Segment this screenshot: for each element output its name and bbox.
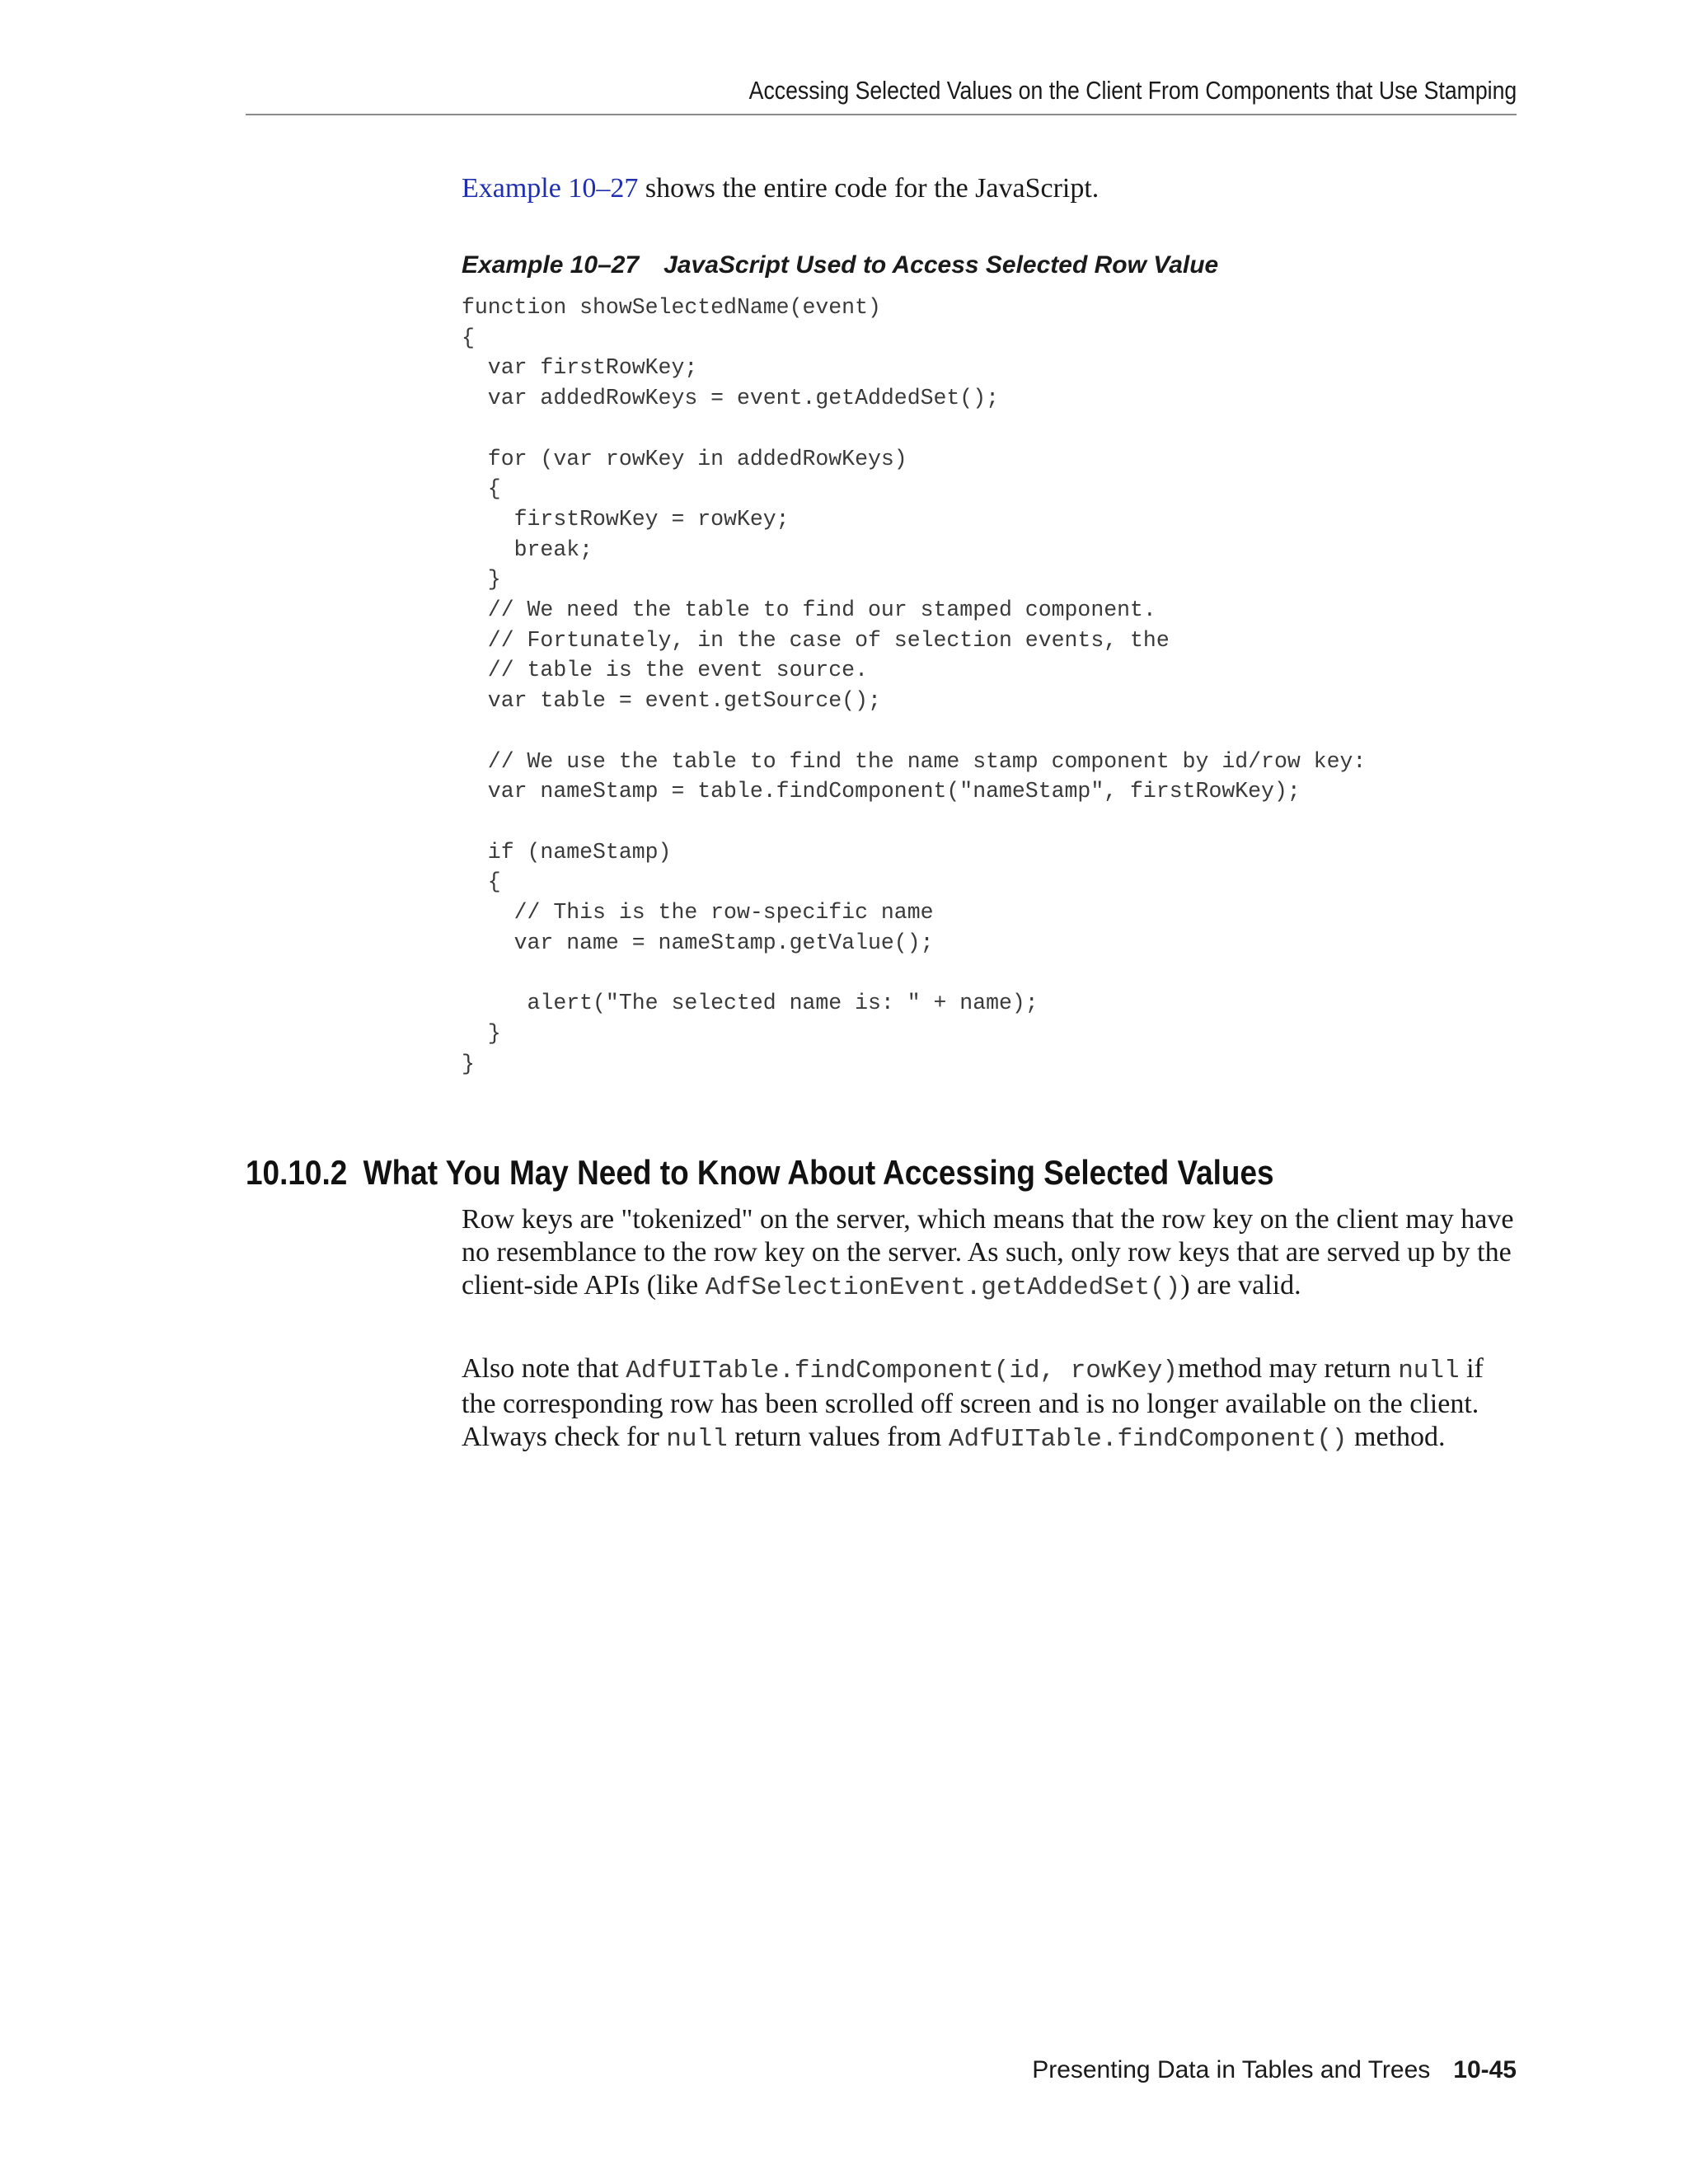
inline-code: AdfUITable.findComponent(id, rowKey) xyxy=(626,1357,1178,1385)
paragraph-text: method. xyxy=(1347,1422,1446,1452)
inline-code: AdfSelectionEvent.getAddedSet() xyxy=(705,1273,1181,1302)
inline-code: AdfUITable.findComponent() xyxy=(948,1425,1348,1454)
running-footer xyxy=(246,2052,1517,2088)
section-heading xyxy=(246,1149,1364,1197)
paragraph-text: if the corresponding row has been scrolled off screen and is no longer available on the client. Always check for xyxy=(462,1353,1484,1452)
section-number: 10.10.2 xyxy=(246,1153,348,1192)
paragraph-text: Also note that xyxy=(462,1353,626,1384)
paragraph-text: ) are valid. xyxy=(1180,1270,1301,1301)
body-paragraph-row-keys xyxy=(462,1203,1518,1305)
section-title: What You May Need to Know About Accessing Selected Values xyxy=(363,1153,1274,1192)
example-caption xyxy=(462,247,1517,284)
paragraph-text: method may return xyxy=(1177,1353,1399,1384)
example-label: Example 10–27 xyxy=(462,251,640,279)
footer-chapter-title: Presenting Data in Tables and Trees xyxy=(1032,2056,1431,2083)
running-header xyxy=(246,73,1517,115)
code-listing: function showSelectedName(event) { var firstRowKey; var addedRowKeys = event.getAddedSet(); for (var rowKey in addedRowKeys) { firstRowKey = rowKey; break; } // We need the table to find our stamped component. // Fortunately, in the case of selection events, the // table is the event source. var table = event.getSource(); // We use the table to find the name stamp component by id/row key: var nameStamp = table.findComponent("nameStamp", firstRowKey); if (nameStamp) { // This is the row-specific name var name = nameStamp.getValue(); alert("The selected name is: " + name); } } xyxy=(462,295,1367,1076)
example-title: JavaScript Used to Access Selected Row Value xyxy=(663,251,1219,279)
paragraph-text: return values from xyxy=(727,1422,949,1452)
body-paragraph-find-component xyxy=(462,1352,1518,1456)
inline-code: null xyxy=(1398,1357,1460,1385)
footer-page-number: 10-45 xyxy=(1453,2056,1517,2083)
inline-code: null xyxy=(666,1425,728,1454)
intro-text: shows the entire code for the JavaScript. xyxy=(638,173,1100,204)
paragraph-text: Row keys are "tokenized" on the server, which means that the row key on the client may have no resemblance to the row key on the server. As such, only row keys that are served up by the client-side APIs (like xyxy=(462,1204,1514,1301)
intro-paragraph xyxy=(462,168,1517,209)
running-header-title: Accessing Selected Values on the Client From Components that Use Stamping xyxy=(748,76,1517,105)
example-cross-reference-link[interactable]: Example 10–27 xyxy=(462,173,639,204)
